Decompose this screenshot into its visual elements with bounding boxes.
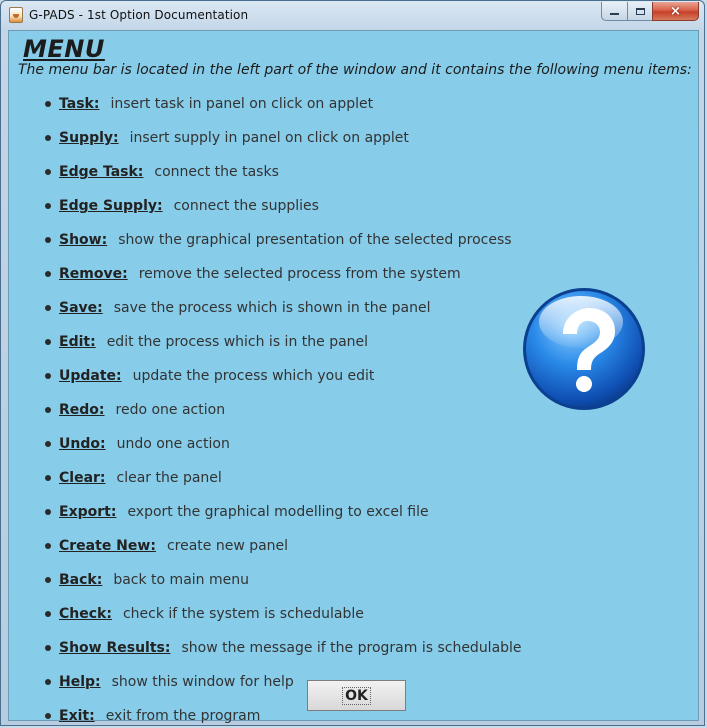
bullet-icon [45, 237, 51, 243]
menu-item-label: Task: [59, 96, 100, 112]
close-button[interactable] [652, 2, 699, 21]
menu-item-label: Edge Task: [59, 164, 144, 180]
menu-list-item [45, 359, 522, 393]
menu-item-label: Show Results: [59, 640, 171, 656]
bullet-icon [45, 679, 51, 685]
menu-item-description: update the process which you edit [132, 368, 375, 384]
menu-item-description: insert task in panel on click on applet [110, 96, 374, 112]
menu-list-item [45, 597, 522, 631]
bullet-icon [45, 543, 51, 549]
menu-list-item [45, 257, 522, 291]
menu-item-description: insert supply in panel on click on applet [129, 130, 409, 146]
content-panel [8, 30, 699, 724]
menu-item-label: Create New: [59, 538, 156, 554]
menu-item-label: Redo: [59, 402, 105, 418]
menu-list-item [45, 393, 522, 427]
bullet-icon [45, 203, 51, 209]
menu-item-label: Export: [59, 504, 117, 520]
close-icon: × [670, 3, 681, 19]
bullet-icon [45, 713, 51, 719]
bullet-icon [45, 611, 51, 617]
menu-item-description: show this window for help [111, 674, 294, 690]
menu-list-item [45, 631, 522, 665]
menu-list-item [45, 495, 522, 529]
maximize-icon [636, 8, 645, 15]
minimize-button[interactable] [601, 2, 628, 21]
menu-item-description: redo one action [115, 402, 226, 418]
bullet-icon [45, 441, 51, 447]
menu-list-item [45, 87, 522, 121]
menu-item-label: Edit: [59, 334, 96, 350]
menu-list-item [45, 155, 522, 189]
menu-item-description: undo one action [116, 436, 230, 452]
bullet-icon [45, 339, 51, 345]
java-cup-icon [9, 7, 23, 23]
menu-item-description: check if the system is schedulable [122, 606, 364, 622]
window-title: G-PADS - 1st Option Documentation [29, 8, 249, 22]
bullet-icon [45, 135, 51, 141]
maximize-button[interactable] [627, 2, 653, 21]
ok-button[interactable] [307, 680, 406, 711]
menu-list-item [45, 563, 522, 597]
menu-item-description: connect the supplies [173, 198, 319, 214]
menu-item-list [45, 87, 522, 726]
menu-item-description: show the graphical presentation of the selected process [118, 232, 512, 248]
bullet-icon [45, 577, 51, 583]
intro-text: The menu bar is located in the left part of the window and it contains the following menu items: [18, 62, 692, 78]
menu-item-label: Back: [59, 572, 103, 588]
menu-list-item [45, 699, 522, 726]
menu-item-label: Supply: [59, 130, 119, 146]
menu-item-description: connect the tasks [154, 164, 279, 180]
bullet-icon [45, 509, 51, 515]
title-bar[interactable] [1, 1, 705, 30]
menu-item-label: Check: [59, 606, 112, 622]
bullet-icon [45, 407, 51, 413]
page-title: MENU [23, 35, 105, 63]
menu-item-description: exit from the program [105, 708, 261, 724]
menu-list-item [45, 291, 522, 325]
menu-list-item [45, 461, 522, 495]
menu-item-description: create new panel [166, 538, 289, 554]
bullet-icon [45, 645, 51, 651]
bullet-icon [45, 373, 51, 379]
menu-list-item [45, 325, 522, 359]
menu-item-label: Save: [59, 300, 103, 316]
menu-list-item [45, 529, 522, 563]
menu-item-description: export the graphical modelling to excel file [127, 504, 429, 520]
menu-item-label: Show: [59, 232, 108, 248]
menu-item-label: Help: [59, 674, 101, 690]
menu-list-item [45, 189, 522, 223]
menu-item-label: Update: [59, 368, 122, 384]
bullet-icon [45, 101, 51, 107]
menu-list-item [45, 427, 522, 461]
menu-item-label: Exit: [59, 708, 95, 724]
bullet-icon [45, 305, 51, 311]
bullet-icon [45, 271, 51, 277]
ok-button-label: OK [342, 687, 371, 705]
menu-list-item [45, 121, 522, 155]
menu-item-description: remove the selected process from the system [138, 266, 461, 282]
menu-item-label: Edge Supply: [59, 198, 163, 214]
menu-item-description: back to main menu [113, 572, 249, 588]
menu-list-item [45, 665, 522, 699]
question-mark-icon [521, 286, 647, 412]
bullet-icon [45, 475, 51, 481]
menu-item-description: clear the panel [116, 470, 222, 486]
menu-item-description: edit the process which is in the panel [106, 334, 369, 350]
bullet-icon [45, 169, 51, 175]
menu-item-description: save the process which is shown in the panel [113, 300, 431, 316]
menu-item-label: Clear: [59, 470, 106, 486]
menu-list-item [45, 223, 522, 257]
menu-item-label: Undo: [59, 436, 106, 452]
menu-item-description: show the message if the program is schedulable [181, 640, 522, 656]
minimize-icon [610, 13, 619, 15]
menu-item-label: Remove: [59, 266, 128, 282]
